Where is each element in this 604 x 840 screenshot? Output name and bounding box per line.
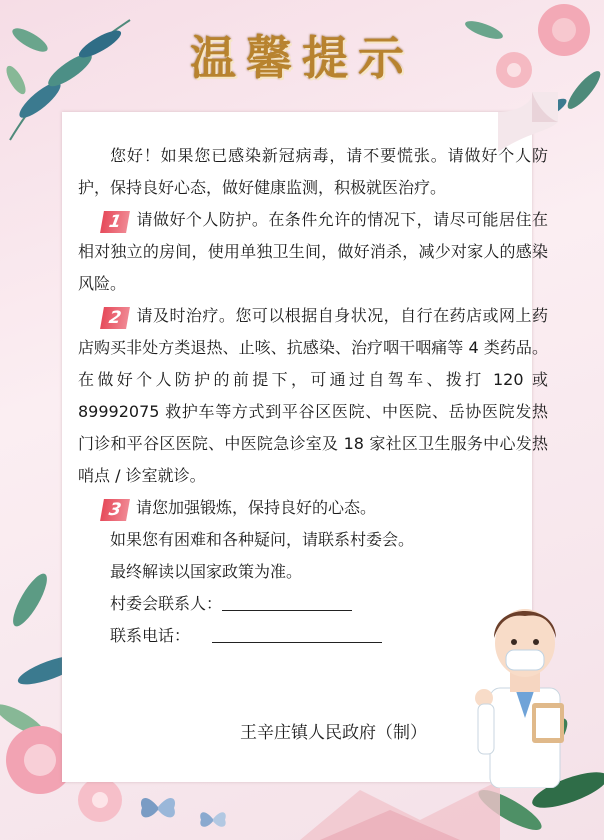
butterfly-icon xyxy=(138,790,178,824)
notice-content xyxy=(78,140,548,652)
item-text: 请做好个人防护。在条件允许的情况下，请尽可能居住在相对独立的房间，使用单独卫生间，做好消杀，减少对家人的感染风险。 xyxy=(78,210,548,293)
contact-person-label: 村委会联系人： xyxy=(110,594,223,613)
page-title: 温馨提示 xyxy=(190,31,414,85)
list-item xyxy=(78,492,548,524)
doctor-illustration-icon xyxy=(470,588,580,788)
phone-label: 联系电话： xyxy=(110,626,191,645)
item-number-badge: 2 xyxy=(100,307,130,329)
list-item xyxy=(78,204,548,300)
item-number-badge: 3 xyxy=(100,499,130,521)
item-number-badge: 1 xyxy=(100,211,130,233)
item-text: 请您加强锻炼，保持良好的心态。 xyxy=(136,498,377,517)
phone-blank xyxy=(212,624,382,643)
butterfly-icon xyxy=(198,806,228,832)
signature: 王辛庄镇人民政府（制） xyxy=(240,723,427,743)
policy-note: 最终解读以国家政策为准。 xyxy=(110,562,303,581)
list-item xyxy=(78,300,548,492)
item-text: 请及时治疗。您可以根据自身状况，自行在药店或网上药店购买非处方类退热、止咳、抗感染、治疗咽干咽痛等 4 类药品。在做好个人防护的前提下，可通过自驾车、拨打 120 或 89992075 救护车等方式到平谷区医院、中医院、岳协医院发热门诊和平谷区医院、中医院急诊室及 18 家社区卫生服务中心发热哨点 / 诊室就诊。 xyxy=(78,306,548,485)
intro-paragraph: 您好！如果您已感染新冠病毒，请不要慌张。请做好个人防护，保持良好心态，做好健康监测，积极就医治疗。 xyxy=(78,146,548,197)
contact-note: 如果您有困难和各种疑问，请联系村委会。 xyxy=(110,530,415,549)
contact-person-blank xyxy=(222,592,352,611)
